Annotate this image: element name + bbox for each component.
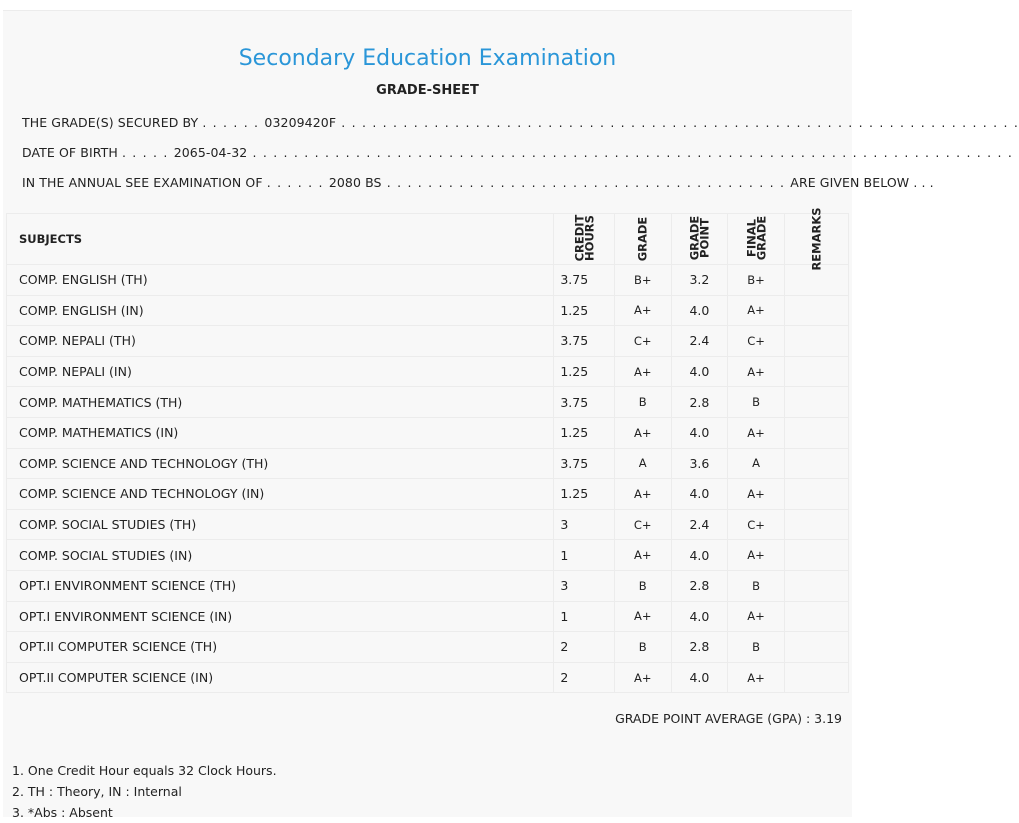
credit-hours-cell: 3: [554, 570, 615, 601]
subject-cell: COMP. ENGLISH (TH): [7, 265, 554, 296]
grade-cell: B: [614, 387, 671, 418]
header-grade: GRADE: [614, 214, 671, 265]
final-grade-cell: B+: [728, 265, 785, 296]
table-row: [7, 479, 849, 510]
credit-hours-cell: 1: [554, 601, 615, 632]
note-item: 1. One Credit Hour equals 32 Clock Hours.: [12, 763, 277, 778]
final-grade-cell: A: [728, 448, 785, 479]
grades-table: [6, 207, 849, 693]
table-row: [7, 570, 849, 601]
remarks-cell: [784, 387, 848, 418]
subject-cell: COMP. NEPALI (IN): [7, 356, 554, 387]
table-row: [7, 417, 849, 448]
grade-point-cell: 2.8: [671, 387, 728, 418]
table-row: [7, 265, 849, 296]
remarks-cell: [784, 662, 848, 693]
subject-cell: OPT.II COMPUTER SCIENCE (TH): [7, 632, 554, 663]
table-header-row: [7, 214, 849, 265]
subject-cell: COMP. MATHEMATICS (TH): [7, 387, 554, 418]
subject-cell: OPT.II COMPUTER SCIENCE (IN): [7, 662, 554, 693]
grade-cell: A+: [614, 540, 671, 571]
grade-point-cell: 2.8: [671, 570, 728, 601]
table-row: [7, 509, 849, 540]
secured-by-line: THE GRADE(S) SECURED BY . . . . . . 03209420F . . . . . . . . . . . . . . . . . . . . . . . . . . . . . . . . . . . . . . . . . . . . . . . . . . . . . . . . . . . . . . . . . .: [22, 115, 1019, 130]
grade-point-cell: 4.0: [671, 417, 728, 448]
grade-cell: A+: [614, 356, 671, 387]
table-row: [7, 448, 849, 479]
grade-point-cell: 3.6: [671, 448, 728, 479]
remarks-cell: [784, 295, 848, 326]
subject-cell: COMP. SOCIAL STUDIES (IN): [7, 540, 554, 571]
grade-point-cell: 2.4: [671, 509, 728, 540]
subject-cell: COMP. SCIENCE AND TECHNOLOGY (IN): [7, 479, 554, 510]
grade-point-cell: 4.0: [671, 601, 728, 632]
final-grade-cell: A+: [728, 662, 785, 693]
exam-line: IN THE ANNUAL SEE EXAMINATION OF . . . . . . 2080 BS . . . . . . . . . . . . . . . . . . . . . . . . . . . . . . . . . . . . . . . ARE GIVEN BELOW . . .: [22, 175, 934, 190]
credit-hours-cell: 1: [554, 540, 615, 571]
grade-cell: A+: [614, 295, 671, 326]
header-remarks: REMARKS: [784, 214, 848, 265]
gpa-summary: GRADE POINT AVERAGE (GPA) : 3.19: [615, 711, 842, 726]
grade-cell: C+: [614, 509, 671, 540]
grade-point-cell: 2.8: [671, 632, 728, 663]
header-final-grade: FINAL GRADE: [728, 214, 785, 265]
subject-cell: COMP. SCIENCE AND TECHNOLOGY (TH): [7, 448, 554, 479]
secured-by-label: THE GRADE(S) SECURED BY: [22, 115, 199, 130]
subject-cell: COMP. ENGLISH (IN): [7, 295, 554, 326]
exam-year: 2080 BS: [328, 175, 382, 190]
grade-cell: A+: [614, 601, 671, 632]
exam-suffix: ARE GIVEN BELOW . . .: [790, 175, 934, 190]
grade-cell: A+: [614, 662, 671, 693]
grade-sheet-heading: GRADE-SHEET: [376, 83, 479, 98]
subject-cell: COMP. SOCIAL STUDIES (TH): [7, 509, 554, 540]
remarks-cell: [784, 356, 848, 387]
table-row: [7, 387, 849, 418]
grade-point-cell: 4.0: [671, 479, 728, 510]
credit-hours-cell: 2: [554, 662, 615, 693]
header-grade-point: GRADE POINT: [671, 214, 728, 265]
final-grade-cell: A+: [728, 417, 785, 448]
credit-hours-cell: 1.25: [554, 479, 615, 510]
credit-hours-cell: 2: [554, 632, 615, 663]
exam-label: IN THE ANNUAL SEE EXAMINATION OF: [22, 175, 263, 190]
subject-cell: COMP. NEPALI (TH): [7, 326, 554, 357]
credit-hours-cell: 3.75: [554, 265, 615, 296]
credit-hours-cell: 3.75: [554, 448, 615, 479]
final-grade-cell: A+: [728, 295, 785, 326]
remarks-cell: [784, 448, 848, 479]
remarks-cell: [784, 540, 848, 571]
table-row: [7, 540, 849, 571]
grade-cell: A+: [614, 479, 671, 510]
final-grade-cell: B: [728, 387, 785, 418]
grade-cell: C+: [614, 326, 671, 357]
credit-hours-cell: 1.25: [554, 417, 615, 448]
notes: [12, 760, 277, 823]
subject-cell: OPT.I ENVIRONMENT SCIENCE (TH): [7, 570, 554, 601]
note-item: 3. *Abs : Absent: [12, 805, 113, 820]
final-grade-cell: A+: [728, 479, 785, 510]
grade-point-cell: 4.0: [671, 540, 728, 571]
grade-sheet: [3, 10, 1019, 820]
table-row: [7, 662, 849, 693]
remarks-cell: [784, 509, 848, 540]
dob-line: DATE OF BIRTH . . . . . 2065-04-32 . . . . . . . . . . . . . . . . . . . . . . . . . . . . . . . . . . . . . . . . . . . . . . . . . . . . . . . . . . . . . . . . . . . . . . . . . .: [22, 145, 1014, 160]
final-grade-cell: B: [728, 632, 785, 663]
grade-point-cell: 4.0: [671, 662, 728, 693]
grade-cell: A: [614, 448, 671, 479]
remarks-cell: [784, 326, 848, 357]
table-row: [7, 356, 849, 387]
final-grade-cell: C+: [728, 326, 785, 357]
header-subjects: SUBJECTS: [7, 214, 554, 265]
credit-hours-cell: 3: [554, 509, 615, 540]
credit-hours-cell: 3.75: [554, 387, 615, 418]
final-grade-cell: B: [728, 570, 785, 601]
grade-point-cell: 4.0: [671, 295, 728, 326]
grade-cell: B: [614, 570, 671, 601]
grade-cell: A+: [614, 417, 671, 448]
grade-point-cell: 3.2: [671, 265, 728, 296]
grade-cell: B: [614, 632, 671, 663]
table-row: [7, 601, 849, 632]
table-row: [7, 295, 849, 326]
remarks-cell: [784, 632, 848, 663]
remarks-cell: [784, 601, 848, 632]
remarks-cell: [784, 417, 848, 448]
final-grade-cell: C+: [728, 509, 785, 540]
subject-cell: COMP. MATHEMATICS (IN): [7, 417, 554, 448]
note-item: 2. TH : Theory, IN : Internal: [12, 784, 182, 799]
credit-hours-cell: 1.25: [554, 356, 615, 387]
exam-title: Secondary Education Examination: [238, 46, 617, 71]
remarks-cell: [784, 570, 848, 601]
credit-hours-cell: 3.75: [554, 326, 615, 357]
header-credit-hours: CREDIT HOURS: [554, 214, 615, 265]
final-grade-cell: A+: [728, 601, 785, 632]
grade-point-cell: 2.4: [671, 326, 728, 357]
symbol-number: 03209420F: [264, 115, 337, 130]
grade-point-cell: 4.0: [671, 356, 728, 387]
credit-hours-cell: 1.25: [554, 295, 615, 326]
subject-cell: OPT.I ENVIRONMENT SCIENCE (IN): [7, 601, 554, 632]
final-grade-cell: A+: [728, 356, 785, 387]
grade-cell: B+: [614, 265, 671, 296]
dob-value: 2065-04-32: [173, 145, 248, 160]
table-row: [7, 632, 849, 663]
final-grade-cell: A+: [728, 540, 785, 571]
table-row: [7, 326, 849, 357]
remarks-cell: [784, 479, 848, 510]
dob-label: DATE OF BIRTH: [22, 145, 118, 160]
